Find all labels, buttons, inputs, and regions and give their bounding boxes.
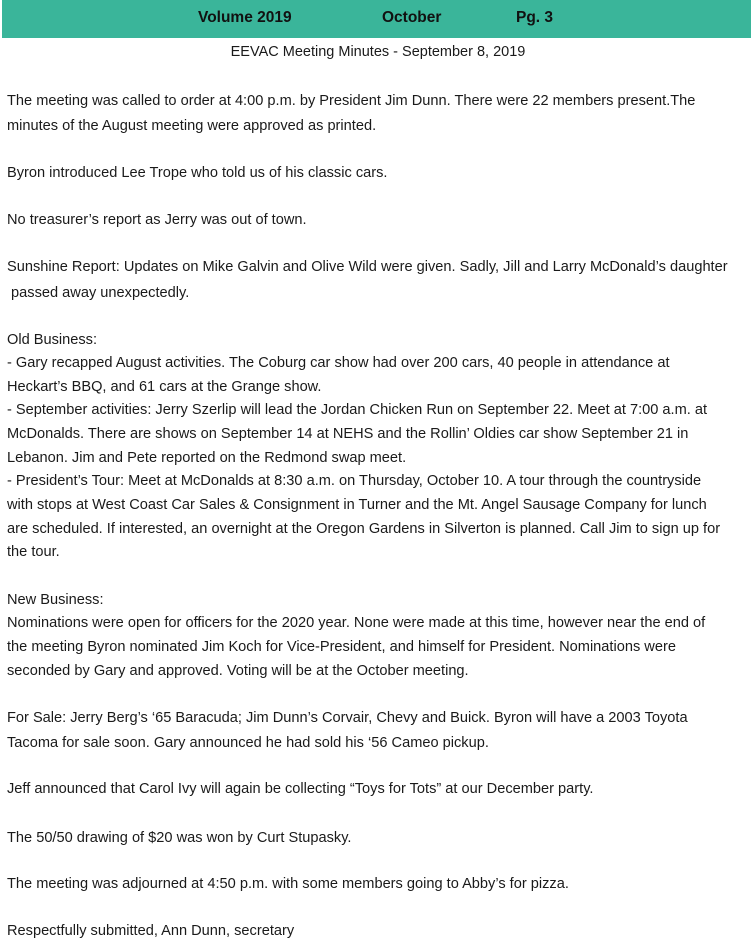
old-business-line: Heckart’s BBQ, and 61 cars at the Grange show. [7,379,322,395]
new-business-heading: New Business: [7,592,104,608]
for-sale-line: Tacoma for sale soon. Gary announced he had sold his ‘56 Cameo pickup. [7,735,489,751]
introduction-paragraph: Byron introduced Lee Trope who told us of his classic cars. [7,165,388,181]
old-business-line: with stops at West Coast Car Sales & Consignment in Turner and the Mt. Angel Sausage Company for lunch [7,497,707,513]
header-bar [2,0,751,38]
page-number: Pg. 3 [516,9,554,26]
new-business-line: the meeting Byron nominated Jim Koch for Vice-President, and himself for President. Nominations were [7,639,676,655]
sunshine-line: passed away unexpectedly. [7,285,190,301]
old-business-line: McDonalds. There are shows on September 14 at NEHS and the Rollin’ Oldies car show September 21 in [7,426,689,442]
adjourn-paragraph: The meeting was adjourned at 4:50 p.m. with some members going to Abby’s for pizza. [7,876,569,892]
signature-line: Respectfully submitted, Ann Dunn, secretary [7,923,295,939]
month-label: October [382,9,442,26]
old-business-line: are scheduled. If interested, an overnight at the Oregon Gardens in Silverton is planned. Call Jim to sign up for [7,521,721,537]
sunshine-line: Sunshine Report: Updates on Mike Galvin and Olive Wild were given. Sadly, Jill and Larry McDonald’s daughter [7,259,728,275]
call-to-order-line: The meeting was called to order at 4:00 p.m. by President Jim Dunn. There were 22 members present.The [7,93,696,109]
for-sale-line: For Sale: Jerry Berg’s ‘65 Baracuda; Jim Dunn’s Corvair, Chevy and Buick. Byron will have a 2003 Toyota [7,710,688,726]
toys-paragraph: Jeff announced that Carol Ivy will again be collecting “Toys for Tots” at our December party. [7,781,594,797]
call-to-order-line: minutes of the August meeting were approved as printed. [7,118,377,134]
document-title: EEVAC Meeting Minutes - September 8, 2019 [230,44,526,60]
old-business-heading: Old Business: [7,332,98,348]
old-business-line: Lebanon. Jim and Pete reported on the Redmond swap meet. [7,450,407,466]
old-business-line: - September activities: Jerry Szerlip will lead the Jordan Chicken Run on September 22. Meet at 7:00 a.m. at [7,402,708,418]
new-business-line: seconded by Gary and approved. Voting will be at the October meeting. [7,663,469,679]
volume-label: Volume 2019 [198,9,292,26]
old-business-line: - Gary recapped August activities. The Coburg car show had over 200 cars, 40 people in attendance at [7,355,670,371]
drawing-paragraph: The 50/50 drawing of $20 was won by Curt Stupasky. [7,830,352,846]
treasurer-paragraph: No treasurer’s report as Jerry was out of town. [7,212,307,228]
old-business-line: - President’s Tour: Meet at McDonalds at 8:30 a.m. on Thursday, October 10. A tour through the countryside [7,473,702,489]
old-business-line: the tour. [7,544,60,560]
new-business-line: Nominations were open for officers for the 2020 year. None were made at this time, however near the end of [7,615,706,631]
